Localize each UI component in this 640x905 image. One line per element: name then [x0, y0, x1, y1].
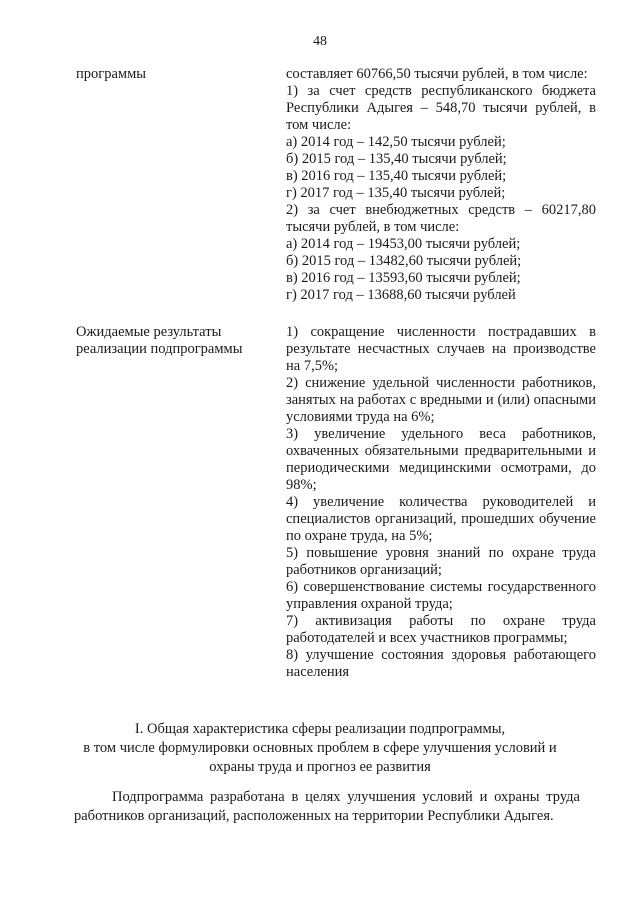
heading-line: в том числе формулировки основных проблем в сфере улучшения условий и	[83, 740, 557, 756]
value-line: б) 2015 год – 13482,60 тысячи рублей;	[286, 253, 522, 269]
value-line: а) 2014 год – 19453,00 тысячи рублей;	[286, 236, 521, 252]
row-value	[286, 66, 596, 304]
passport-row-expected-results	[0, 324, 640, 681]
value-line: 1) за счет средств республиканского бюджета Республики Адыгея – 548,70 тысячи рублей, в том числе:	[286, 83, 596, 133]
value-line: 1) сокращение численности пострадавших в результате несчастных случаев на производстве на 7,5%;	[286, 324, 596, 374]
passport-row-financing	[0, 66, 640, 304]
value-line: в) 2016 год – 135,40 тысячи рублей;	[286, 168, 507, 184]
value-line: 2) за счет внебюджетных средств – 60217,80 тысячи рублей, в том числе:	[286, 202, 596, 235]
value-line: составляет 60766,50 тысячи рублей, в том числе:	[286, 66, 588, 82]
value-line: 7) активизация работы по охране труда работодателей и всех участников программы;	[286, 613, 596, 646]
body-paragraph: Подпрограмма разработана в целях улучшения условий и охраны труда работников организаций, расположенных на территории Республики Адыгея.	[74, 789, 580, 824]
heading-line: I. Общая характеристика сферы реализации подпрограммы,	[134, 721, 506, 737]
page-number: 48	[313, 34, 327, 49]
value-line: 3) увеличение удельного веса работников, охваченных обязательными предварительными и периодическими медицинскими осмотрами, до 98%;	[286, 426, 596, 493]
value-line: 2) снижение удельной численности работников, занятых на работах с вредными и (или) опасными условиями труда на 6%;	[286, 375, 596, 425]
row-value	[286, 324, 596, 681]
heading-line: охраны труда и прогноз ее развития	[209, 759, 431, 775]
value-line: 5) повышение уровня знаний по охране труда работников организаций;	[286, 545, 596, 578]
passport-table	[0, 66, 640, 681]
value-line: а) 2014 год – 142,50 тысячи рублей;	[286, 134, 506, 150]
row-label: программы	[76, 66, 146, 82]
value-line: 4) увеличение количества руководителей и специалистов организаций, прошедших обучение по охране труда, на 5%;	[286, 494, 596, 544]
value-line: г) 2017 год – 13688,60 тысячи рублей	[286, 287, 516, 303]
value-line: 8) улучшение состояния здоровья работающего населения	[286, 647, 596, 680]
value-line: в) 2016 год – 13593,60 тысячи рублей;	[286, 270, 521, 286]
row-label: Ожидаемые результаты реализации подпрограммы	[76, 324, 243, 357]
section-heading	[60, 720, 580, 777]
value-line: г) 2017 год – 135,40 тысячи рублей;	[286, 185, 506, 201]
value-line: б) 2015 год – 135,40 тысячи рублей;	[286, 151, 507, 167]
value-line: 6) совершенствование системы государственного управления охраной труда;	[286, 579, 596, 612]
